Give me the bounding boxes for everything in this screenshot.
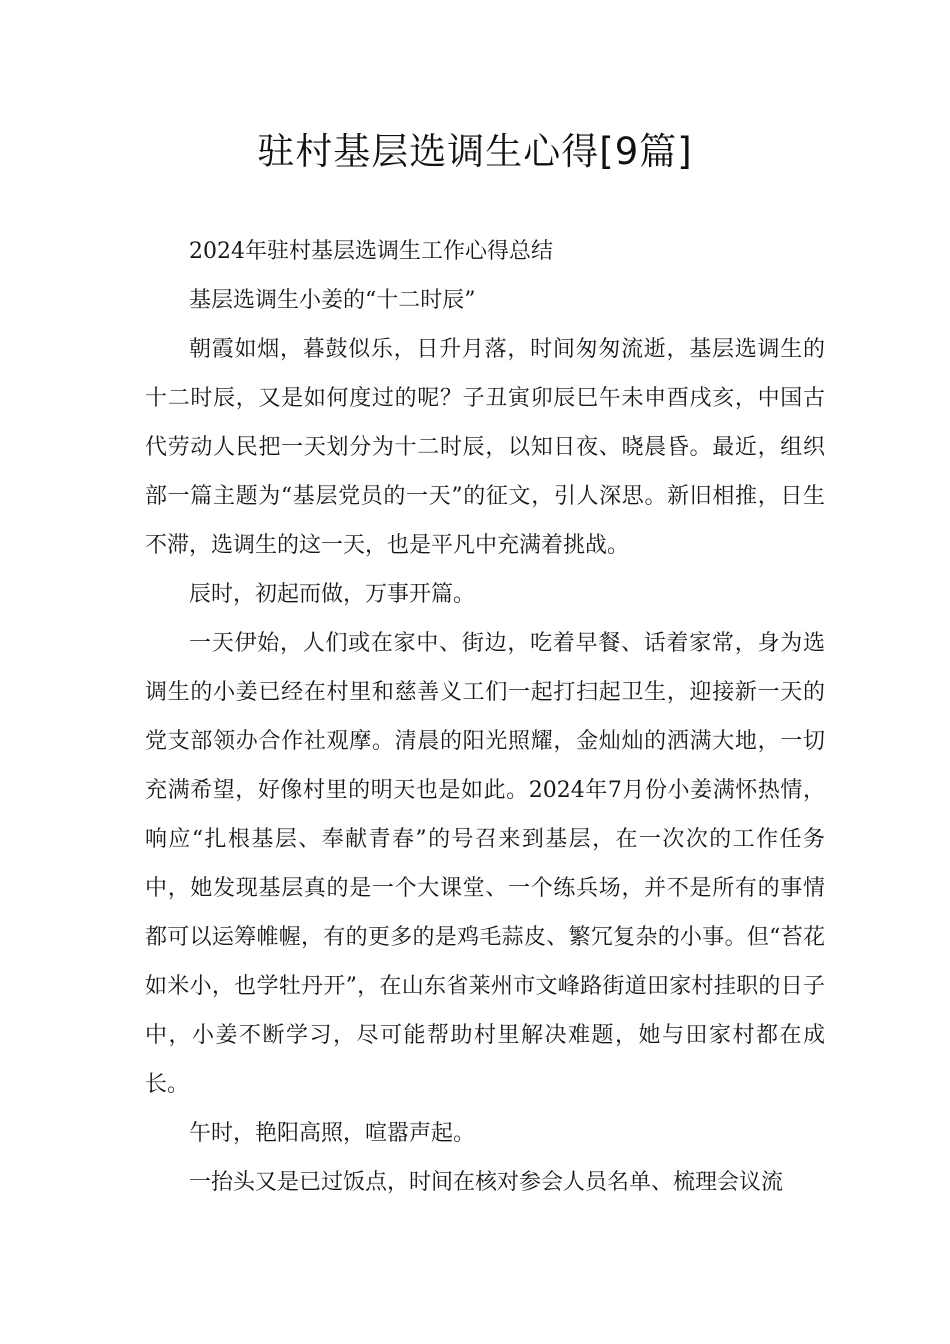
paragraph-wushi: 午时，艳阳高照，喧嚣声起。 xyxy=(189,1121,476,1146)
paragraph-noon: 一抬头又是已过饭点，时间在核对参会人员名单、梳理会议流 xyxy=(189,1170,784,1195)
paragraph-subtitle: 2024年驻村基层选调生工作心得总结 xyxy=(189,239,553,264)
paragraph-intro: 朝霞如烟，暮鼓似乐，日升月落，时间匆匆流逝，基层选调生的十二时辰，又是如何度过的呢？子丑寅卯辰巳午未申酉戌亥，中国古代劳动人民把一天划分为十二时辰，以知日夜、晓晨昏。最近，组织部一篇主题为“基层党员的一天”的征文，引人深思。新旧相推，日生不滞，选调生的这一天，也是平凡中充满着挑战。 xyxy=(145,337,825,558)
document-body xyxy=(145,227,825,1207)
paragraph-chenshi: 辰时，初起而做，万事开篇。 xyxy=(189,582,476,607)
paragraph-morning: 一天伊始，人们或在家中、街边，吃着早餐、话着家常，身为选调生的小姜已经在村里和慈善义工们一起打扫起卫生，迎接新一天的党支部领办合作社观摩。清晨的阳光照耀，金灿灿的洒满大地，一切充满希望，好像村里的明天也是如此。2024年7月份小姜满怀热情，响应“扎根基层、奉献青春”的号召来到基层，在一次次的工作任务中，她发现基层真的是一个大课堂、一个练兵场，并不是所有的事情都可以运筹帷幄，有的更多的是鸡毛蒜皮、繁冗复杂的小事。但“苔花如米小，也学牡丹开”，在山东省莱州市文峰路街道田家村挂职的日子中，小姜不断学习，尽可能帮助村里解决难题，她与田家村都在成长。 xyxy=(145,631,825,1097)
document-title: 驻村基层选调生心得[9篇] xyxy=(257,130,693,173)
paragraph-heading: 基层选调生小姜的“十二时辰” xyxy=(189,288,476,313)
